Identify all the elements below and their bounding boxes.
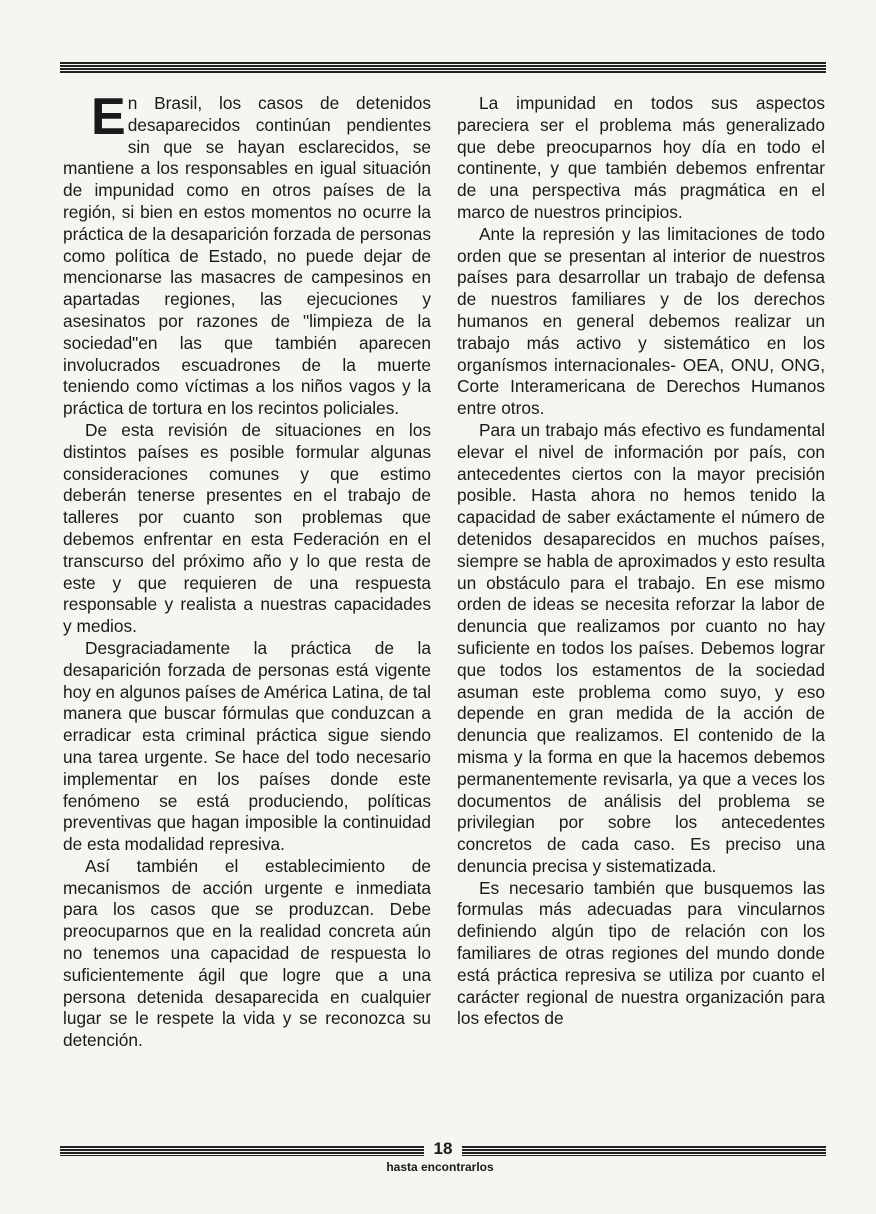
drop-cap: E: [91, 88, 126, 146]
paragraph-text: n Brasil, los casos de detenidos desaparecidos continúan pendientes sin que se hayan esclarecidos, se mantiene a los responsables en igual situación de impunidad como en otros países de la región, si bien en estos momentos no ocurre la práctica de la desaparición forzada de personas como política de Estado, no puede dejar de mencionarse las masacres de campesinos en apartadas regiones, las ejecuciones y asesinatos por razones de "limpieza de la sociedad"en las que también aparecen involucrados escuadrones de la muerte teniendo como víctimas a los niños vagos y la práctica de tortura en los recintos policiales.: [63, 93, 431, 419]
footer-rule-left: [60, 1146, 424, 1156]
paragraph: Para un trabajo más efectivo es fundamental elevar el nivel de información por país, con antecedentes ciertos con la mayor precisión posible. Hasta ahora no hemos tenido la capacidad de saber exáctamente el número de detenidos desaparecidos en muchos países, siempre se habla de aproximados y esto resulta un obstáculo para el trabajo. En ese mismo orden de ideas se necesita reforzar la labor de denuncia que realizamos por cuanto no hay suficiente en todos los países. Debemos lograr que todos los estamentos de la sociedad asuman este problema como suyo, y eso depende en gran medida de la acción de denuncia que realizamos. El contenido de la misma y la forma en que la hacemos debemos permanentemente revisarla, ya que a veces los documentos de análisis del problema se privilegian por sobre los antecedentes concretos de cada caso. Es preciso una denuncia precisa y sistematizada.: [457, 419, 825, 876]
page-number: 18: [433, 1139, 453, 1158]
paragraph: La impunidad en todos sus aspectos pareciera ser el problema más generalizado que debe preocuparnos hoy día en todo el continente, y que también debemos enfrentar de una perspectiva más pragmática en el marco de nuestros principios.: [457, 93, 825, 222]
top-rule: [60, 62, 826, 74]
paragraph: Desgraciadamente la práctica de la desaparición forzada de personas está vigente hoy en algunos países de América Latina, de tal manera que buscar fórmulas que conduzcan a erradicar esta criminal práctica sigue siendo una tarea urgente. Se hace del todo necesario implementar en los países donde este fenómeno se está produciendo, políticas preventivas que hagan imposible la continuidad de esta modalidad represiva.: [63, 637, 431, 855]
paragraph: [63, 88, 431, 420]
paragraph: De esta revisión de situaciones en los distintos países es posible formular algunas consideraciones comunes y que estimo deberán tenerse presentes en el trabajo de talleres por cuanto son problemas que debemos enfrentar en esta Federación en el transcurso del próximo año y lo que resta de este y que requieren de una respuesta responsable y realista a nuestras capacidades y medios.: [63, 419, 431, 637]
footer-rule-right: [462, 1146, 826, 1156]
right-column: [457, 93, 825, 1030]
left-column: [63, 88, 431, 1052]
publication-title: hasta encontrarlos: [386, 1160, 494, 1174]
paragraph: Así también el establecimiento de mecanismos de acción urgente e inmediata para los casos que se produzcan. Debe preocuparnos que en la realidad concreta aún no tenemos una capacidad de respuesta lo suficientemente ágil que logre que a una persona detenida desaparecida en cualquier lugar se le respete la vida y se reconozca su detención.: [63, 855, 431, 1051]
paragraph: Es necesario también que busquemos las formulas más adecuadas para vincularnos definiendo algún tipo de relación con los familiares de otras regiones del mundo donde está práctica represiva se utiliza por cuanto el carácter regional de nuestra organización para los efectos de: [457, 877, 825, 1029]
paragraph: Ante la represión y las limitaciones de todo orden que se presentan al interior de nuestros países para desarrollar un trabajo de defensa de nuestros familiares y de los derechos humanos en general debemos realizar un trabajo más activo y sistemático en los organísmos internacionales- OEA, ONU, ONG, Corte Interamericana de Derechos Humanos entre otros.: [457, 223, 825, 419]
